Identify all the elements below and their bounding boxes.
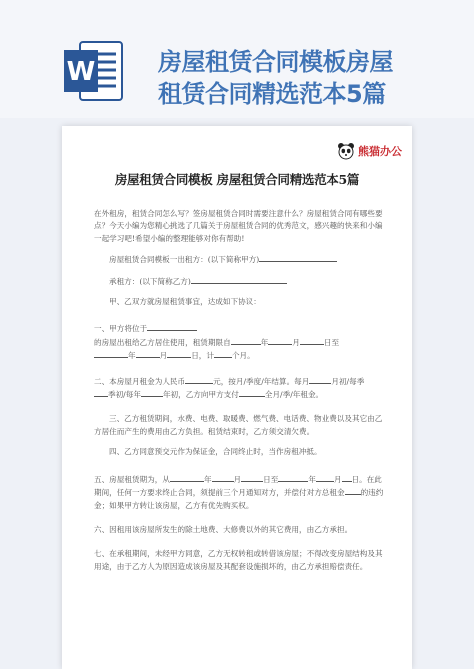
document-page [62,126,412,669]
clause-7: 七、在承租期间，未经甲方同意，乙方无权转租或转借该房屋；不得改变房屋结构及其用途，由于乙方人为原因造成该房屋及其配套设施损坏的，由乙方承担赔偿责任。 [94,549,383,571]
page-title-line-2: 租赁合同精选范本5篇 [158,80,386,108]
document-body [94,208,388,573]
word-icon [62,40,124,102]
party-b-line [94,275,388,288]
clause-4: 四、乙方同意预交元作为保证金，合同终止时，当作房租冲抵。 [109,447,322,457]
clause-1: 一、甲方将位于 的房屋出租给乙方居住使用，租赁期限自 年 月 日至 年 月 日，计 个月。 [94,324,340,361]
brand-logo [337,142,402,160]
page-title-line-1: 房屋租赁合同模板房屋 [158,48,393,76]
clause-3: 三、乙方租赁期间，水费、电费、取暖费、燃气费、电话费、物业费以及其它由乙方居住而产生的费用由乙方负担。租赁结束时，乙方须交清欠费。 [94,414,383,436]
brand-logo-text: 熊猫办公 [358,145,402,158]
party-b-label: 承租方：(以下简称乙方) [109,276,191,286]
agreement-line: 甲、乙双方就房屋租赁事宜，达成如下协议： [109,297,261,307]
clause-5: 五、房屋租赁期为，从 年 月 日至 年 月 日。在此期间，任何一方要求终止合同，须提前三个月通知对方，并偿付对方总租金 的违约金；如果甲方转让该房屋，乙方有优先购买权。 [94,474,384,510]
clause-2: 二、本房屋月租金为人民币 元，按月/季度/年结算。每月 月初/每季 季初/每年 年初，乙方向甲方支付 全月/季/年租金。 [94,376,365,400]
document-title: 房屋租赁合同模板 房屋租赁合同精选范本5篇 [114,172,360,187]
panda-icon [337,142,355,160]
intro-paragraph: 在外租房，租赁合同怎么写？签房屋租赁合同时需要注意什么？房屋租赁合同有哪些要点？今天小编为您精心挑选了几篇关于房屋租赁合同的优秀范文，感兴趣的快来和小编一起学习吧!希望小编的整理能够对你有帮助! [94,209,383,243]
word-icon-letter: W [66,57,96,87]
clause-6: 六、因租用该房屋所发生的除土地费、大修费以外的其它费用，由乙方承担。 [94,524,353,534]
party-a-label: 房屋租赁合同模板一出租方：(以下简称甲方) [109,255,260,265]
party-a-line [94,253,388,266]
